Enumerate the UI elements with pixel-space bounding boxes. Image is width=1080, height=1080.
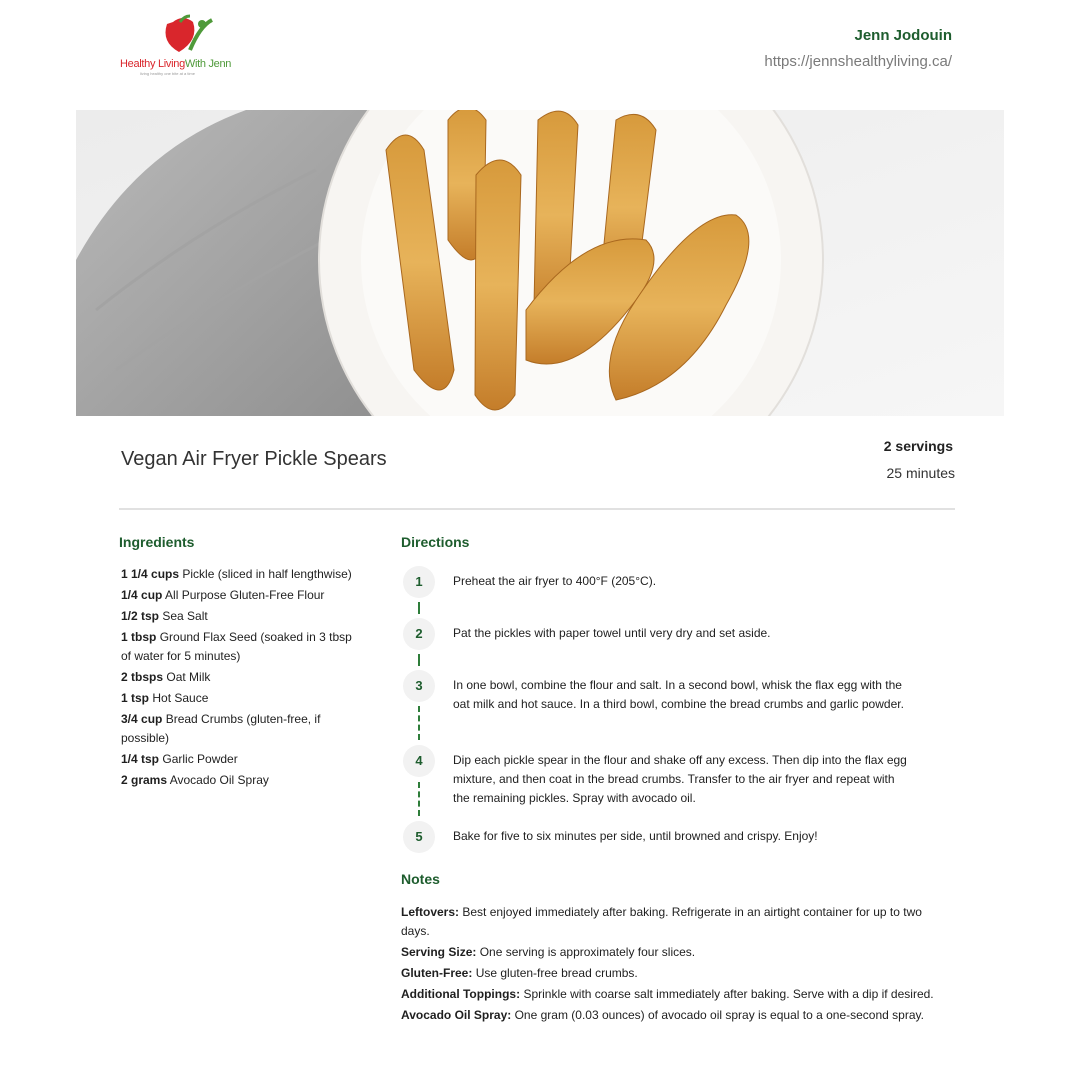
recipe-time: 25 minutes	[886, 465, 955, 481]
notes-list	[401, 903, 941, 1027]
ingredient-item	[121, 710, 361, 748]
ingredient-name: Pickle (sliced in half lengthwise)	[182, 567, 352, 581]
apple-logo-icon	[160, 14, 216, 54]
note-item	[401, 985, 941, 1004]
ingredient-name: Hot Sauce	[152, 691, 209, 705]
notes-heading: Notes	[401, 871, 440, 887]
site-logo[interactable]	[118, 14, 258, 78]
ingredient-name: Sea Salt	[162, 609, 208, 623]
ingredient-item	[121, 771, 361, 790]
logo-tagline: living healthy one bite at a time	[140, 71, 195, 76]
recipe-title: Vegan Air Fryer Pickle Spears	[121, 448, 387, 470]
note-label: Additional Toppings:	[401, 987, 521, 1001]
ingredient-quantity: 1/2 tsp	[121, 609, 160, 623]
ingredient-quantity: 3/4 cup	[121, 712, 163, 726]
logo-word-jenn: With Jenn	[184, 58, 232, 70]
divider	[119, 508, 955, 510]
ingredient-item	[121, 668, 361, 687]
logo-word-healthy: Healthy Living	[120, 58, 185, 70]
step-text: Dip each pickle spear in the flour and shake off any excess. Then dip into the flax egg mixture, and then coat in the bread crumbs. Transfer to the air fryer and repeat with the remaining pickles. Spray with avocado oil.	[453, 753, 907, 805]
step-connector	[418, 654, 420, 666]
ingredient-item	[121, 565, 361, 584]
step-number: 1	[403, 566, 435, 598]
note-label: Serving Size:	[401, 945, 477, 959]
step-connector	[418, 782, 420, 816]
step-text: Preheat the air fryer to 400°F (205°C).	[453, 574, 657, 588]
ingredient-quantity: 1 1/4 cups	[121, 567, 180, 581]
note-text: Best enjoyed immediately after baking. Refrigerate in an airtight container for up to two days.	[401, 905, 922, 938]
ingredient-name: All Purpose Gluten-Free Flour	[165, 588, 325, 602]
ingredient-item	[121, 689, 361, 708]
note-item	[401, 1006, 941, 1025]
author-name: Jenn Jodouin	[854, 27, 952, 44]
ingredient-item	[121, 586, 361, 605]
recipe-servings: 2 servings	[883, 438, 953, 454]
ingredient-name: Avocado Oil Spray	[169, 773, 269, 787]
ingredients-list	[121, 565, 361, 792]
step-number: 4	[403, 745, 435, 777]
step-connector	[418, 706, 420, 740]
step-text: Bake for five to six minutes per side, until browned and crispy. Enjoy!	[453, 829, 818, 843]
step-number: 5	[403, 821, 435, 853]
note-text: One gram (0.03 ounces) of avocado oil spray is equal to a one-second spray.	[514, 1008, 924, 1022]
note-label: Avocado Oil Spray:	[401, 1008, 512, 1022]
ingredient-item	[121, 750, 361, 769]
site-url-link[interactable]: https://jennshealthyliving.ca/	[764, 53, 952, 70]
ingredient-name: Bread Crumbs (gluten-free, if possible)	[121, 712, 321, 745]
note-text: One serving is approximately four slices.	[479, 945, 696, 959]
ingredient-quantity: 1 tbsp	[121, 630, 157, 644]
note-item	[401, 903, 941, 941]
note-item	[401, 943, 941, 962]
ingredient-item	[121, 607, 361, 626]
logo-wordmark	[120, 58, 231, 70]
note-label: Gluten-Free:	[401, 966, 473, 980]
note-text: Sprinkle with coarse salt immediately after baking. Serve with a dip if desired.	[523, 987, 934, 1001]
directions-heading: Directions	[401, 534, 470, 550]
note-text: Use gluten-free bread crumbs.	[475, 966, 638, 980]
ingredient-quantity: 2 tbsps	[121, 670, 164, 684]
ingredient-quantity: 1 tsp	[121, 691, 150, 705]
ingredient-name: Garlic Powder	[162, 752, 238, 766]
ingredient-quantity: 1/4 tsp	[121, 752, 160, 766]
note-label: Leftovers:	[401, 905, 460, 919]
note-item	[401, 964, 941, 983]
ingredient-name: Ground Flax Seed (soaked in 3 tbsp of water for 5 minutes)	[121, 630, 352, 663]
ingredient-name: Oat Milk	[166, 670, 211, 684]
ingredients-heading: Ingredients	[119, 534, 195, 550]
step-text: In one bowl, combine the flour and salt. In a second bowl, whisk the flax egg with the oat milk and hot sauce. In a third bowl, combine the bread crumbs and garlic powder.	[453, 678, 904, 711]
ingredient-quantity: 1/4 cup	[121, 588, 163, 602]
step-number: 2	[403, 618, 435, 650]
ingredient-quantity: 2 grams	[121, 773, 168, 787]
pickle-spears-photo-icon	[76, 110, 1004, 416]
step-text: Pat the pickles with paper towel until very dry and set aside.	[453, 626, 771, 640]
recipe-photo	[76, 110, 1004, 416]
step-number: 3	[403, 670, 435, 702]
step-connector	[418, 602, 420, 614]
ingredient-item	[121, 628, 361, 666]
